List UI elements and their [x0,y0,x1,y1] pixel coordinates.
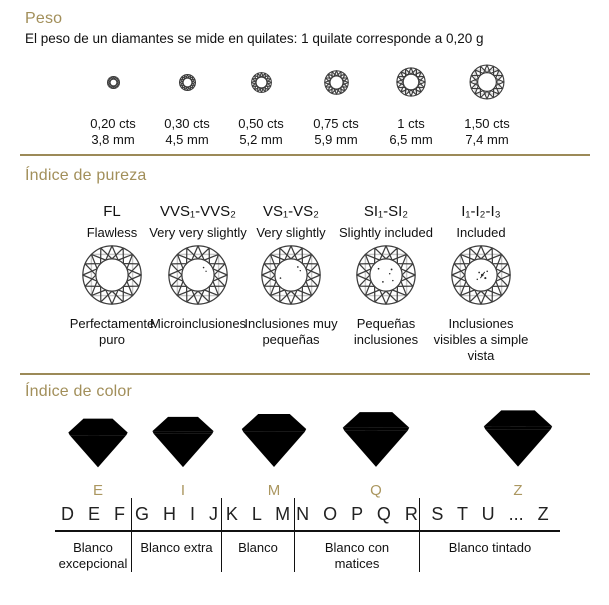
diameter-label: 3,8 mm [91,132,135,147]
diameter-label: 5,9 mm [314,132,358,147]
color-scale-segment [132,498,222,572]
color-grade-letter: M [267,482,281,499]
scale-label: Blanco tintado [448,540,532,555]
size-column [296,58,376,147]
scale-letters: G H I J [132,498,221,532]
purity-description: Pequeñas inclusiones [353,316,419,347]
purity-name: Slightly included [339,225,433,240]
color-grade-column [53,404,143,499]
purity-name: Included [456,225,506,240]
diamond-side-view-icon [238,409,310,472]
carat-label: 0,75 cts [313,116,359,131]
purity-name: Very slightly [256,225,326,240]
carat-label: 0,50 cts [238,116,284,131]
purity-description: Microinclusiones [149,316,247,331]
color-grade-letter: E [92,482,103,499]
section-divider [20,154,590,156]
peso-section-title: Peso [25,10,63,27]
scale-letters: N O P Q R [295,498,419,532]
diamond-side-view-icon [480,405,556,472]
diamond-top-view-icon [469,64,505,100]
purity-code: I₁-I₂-I₃ [461,203,501,220]
scale-label: Blanco con matices [324,540,390,571]
diamond-clarity-icon [81,244,143,306]
purity-code: VS₁-VS₂ [263,203,319,220]
diamond-side-view-icon [149,412,217,472]
color-grade-column [331,404,421,499]
purity-name: Flawless [86,225,138,240]
scale-label: Blanco extra [140,540,213,555]
scale-letters: D E F [55,498,131,532]
pureza-section-title: Índice de pureza [25,167,147,184]
purity-column [236,203,346,348]
color-scale-table [55,498,560,572]
diamond-side-view-icon [65,414,131,472]
purity-column [331,203,441,348]
diamond-clarity-icon [260,244,322,306]
size-column [147,58,227,147]
color-scale-segment [295,498,420,572]
diameter-label: 7,4 mm [465,132,509,147]
scale-letters: S T U ... Z [420,498,560,532]
carat-label: 0,20 cts [90,116,136,131]
carat-label: 0,30 cts [164,116,210,131]
purity-code: VVS₁-VVS₂ [160,203,236,220]
diamond-clarity-icon [355,244,417,306]
size-column [371,58,451,147]
color-scale-segment [222,498,295,572]
color-grade-column [473,404,563,499]
purity-column [433,203,529,364]
diamond-clarity-icon [450,244,512,306]
size-column [221,58,301,147]
purity-code: FL [103,203,121,220]
section-divider [20,373,590,375]
diamond-clarity-icon [167,244,229,306]
size-column [73,58,153,147]
color-scale-segment [420,498,560,572]
scale-label: Blanco [238,540,278,555]
diamond-top-view-icon [396,67,426,97]
purity-name: Very very slightly [149,225,247,240]
purity-description: Inclusiones visibles a simple vista [433,316,529,363]
diameter-label: 5,2 mm [239,132,283,147]
color-grade-column [138,404,228,499]
color-section-title: Índice de color [25,383,133,400]
diamond-top-view-icon [179,74,196,91]
purity-description: Inclusiones muy pequeñas [244,316,338,347]
color-grade-column [229,404,319,499]
color-grade-letter: I [180,482,186,499]
diamond-top-view-icon [324,70,349,95]
purity-description: Perfectamente puro [69,316,155,347]
diamond-top-view-icon [107,76,120,89]
size-column [447,58,527,147]
scale-label: Blanco excepcional [58,540,128,571]
diameter-label: 4,5 mm [165,132,209,147]
peso-subtitle: El peso de un diamantes se mide en quilates: 1 quilate corresponde a 0,20 g [25,31,484,46]
diamond-top-view-icon [251,72,272,93]
carat-label: 1,50 cts [464,116,510,131]
diameter-label: 6,5 mm [389,132,433,147]
color-scale-segment [55,498,132,572]
color-grade-letter: Z [513,482,523,499]
carat-label: 1 cts [397,116,425,131]
purity-code: SI₁-SI₂ [363,203,409,220]
diamond-side-view-icon [339,407,413,472]
color-grade-letter: Q [370,482,382,499]
scale-letters: K L M [222,498,294,532]
